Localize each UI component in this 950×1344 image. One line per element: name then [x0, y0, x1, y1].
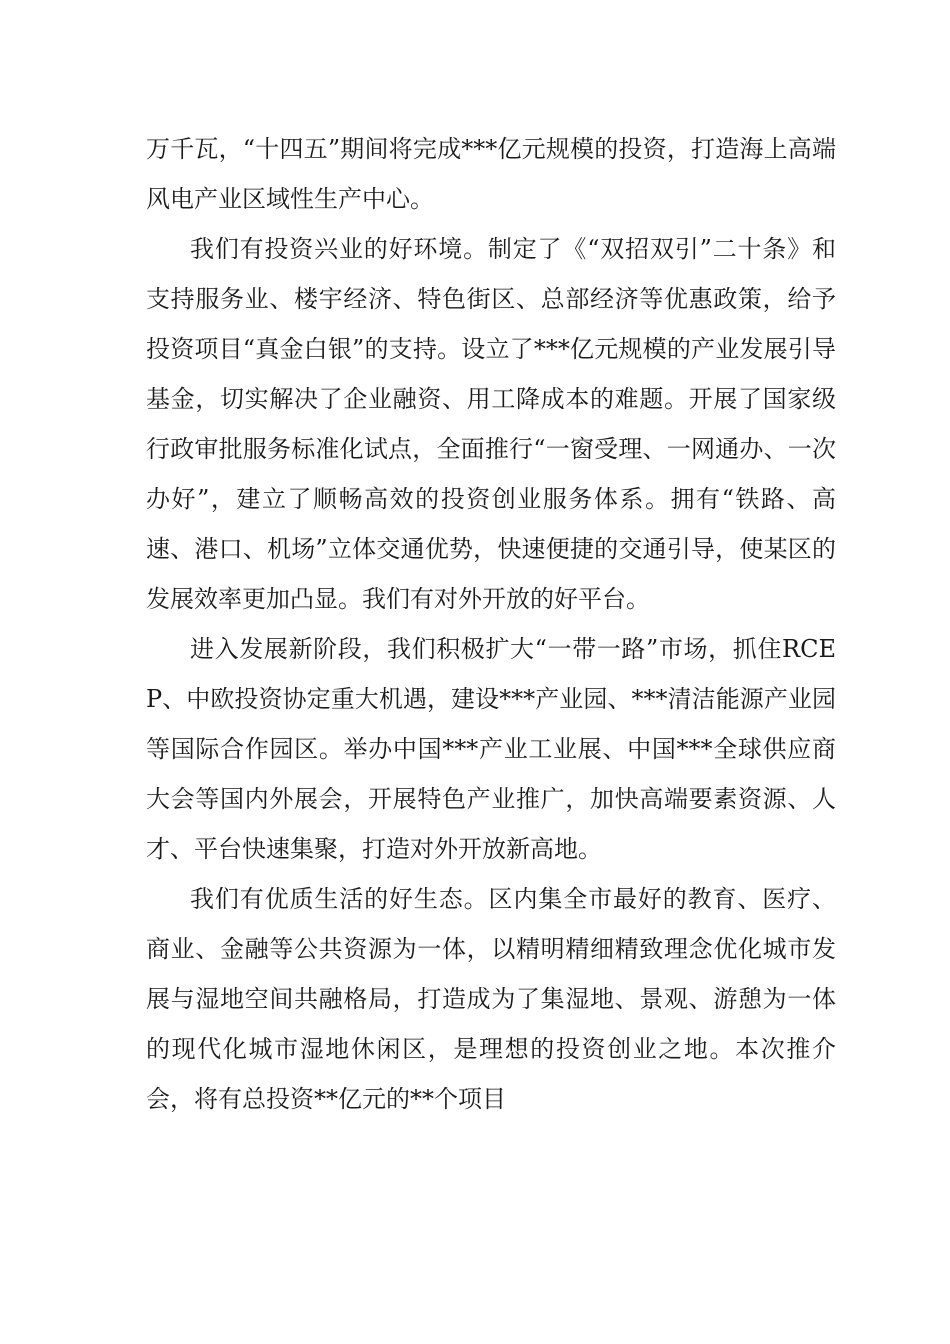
paragraph-1: 万千瓦，“十四五”期间将完成***亿元规模的投资，打造海上高端风电产业区域性生产中心。 — [146, 135, 836, 213]
document-body — [146, 124, 836, 1124]
paragraph-4: 我们有优质生活的好生态。区内集全市最好的教育、医疗、商业、金融等公共资源为一体，以精明精细精致理念优化城市发展与湿地空间共融格局，打造成为了集湿地、景观、游憩为一体的现代化城市湿地休闲区，是理想的投资创业之地。本次推介会，将有总投资**亿元的**个项目 — [146, 885, 836, 1113]
paragraph-3: 进入发展新阶段，我们积极扩大“一带一路”市场，抓住RCEP、中欧投资协定重大机遇，建设***产业园、***清洁能源产业园等国际合作园区。举办中国***产业工业展、中国***全球供应商大会等国内外展会，开展特色产业推广，加快高端要素资源、人才、平台快速集聚，打造对外开放新高地。 — [146, 635, 836, 863]
paragraph-2: 我们有投资兴业的好环境。制定了《“双招双引”二十条》和支持服务业、楼宇经济、特色街区、总部经济等优惠政策，给予投资项目“真金白银”的支持。设立了***亿元规模的产业发展引导基金，切实解决了企业融资、用工降成本的难题。开展了国家级行政审批服务标准化试点，全面推行“一窗受理、一网通办、一次办好”，建立了顺畅高效的投资创业服务体系。拥有“铁路、高速、港口、机场”立体交通优势，快速便捷的交通引导，使某区的发展效率更加凸显。我们有对外开放的好平台。 — [146, 235, 836, 613]
